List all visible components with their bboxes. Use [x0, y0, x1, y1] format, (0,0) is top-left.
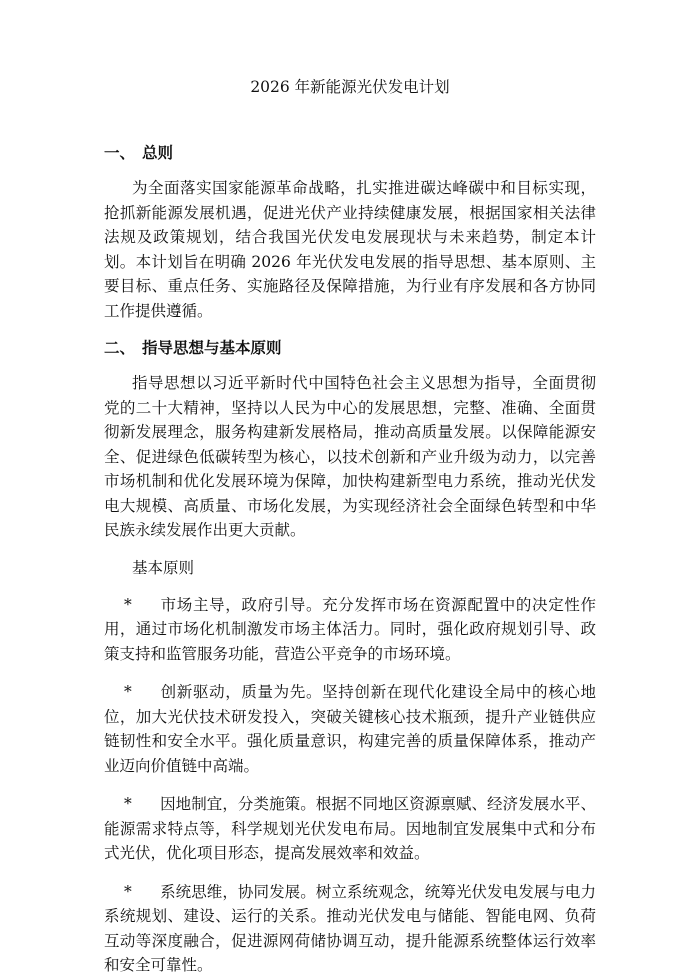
bullet-mark: * [124, 795, 132, 813]
bullet-text: 因地制宜，分类施策。根据不同地区资源禀赋、经济发展水平、能源需求特点等，科学规划光伏发电布局。因地制宜发展集中式和分布式光伏，优化项目形态，提高发展效率和效益。 [104, 795, 596, 862]
section-number: 一、 [104, 144, 136, 162]
section-general [104, 142, 596, 323]
bullet-mark: * [124, 595, 132, 614]
bullet-mark: * [124, 882, 132, 901]
paragraph: 指导思想以习近平新时代中国特色社会主义思想为指导，全面贯彻党的二十大精神，坚持以人民为中心的发展思想，完整、准确、全面贯彻新发展理念，服务构建新发展格局，推动高质量发展。以保障能源安全、促进绿色低碳转型为核心，以技术创新和产业升级为动力，以完善市场机制和优化发展环境为保障，加快构建新型电力系统，推动光伏发电大规模、高质量、市场化发展，为实现经济社会全面绿色转型和中华民族永续发展作出更大贡献。 [104, 374, 596, 539]
bullet-item [104, 593, 596, 667]
section-guiding-principles [104, 337, 596, 978]
section-heading-text: 总则 [142, 144, 174, 162]
section-number: 二、 [104, 339, 136, 357]
section-heading [104, 142, 596, 164]
bullet-text: 创新驱动，质量为先。坚持创新在现代化建设全局中的核心地位，加大光伏技术研发投入，突破关键核心技术瓶颈，提升产业链供应链韧性和安全水平。强化质量意识，构建完善的质量保障体系，推动产业迈向价值链中高端。 [104, 683, 596, 775]
section-heading [104, 337, 596, 359]
subheading-basic-principles: 基本原则 [132, 558, 195, 577]
bullet-item [104, 880, 596, 978]
paragraph: 为全面落实国家能源革命战略，扎实推进碳达峰碳中和目标实现，抢抓新能源发展机遇，促进光伏产业持续健康发展，根据国家相关法律法规及政策规划，结合我国光伏发电发展现状与未来趋势，制定本计划。本计划旨在明确 2026 年光伏发电发展的指导思想、基本原则、主要目标、重点任务、实施路径及保障措施，为行业有序发展和各方协同工作提供遵循。 [104, 179, 596, 320]
bullet-text: 市场主导，政府引导。充分发挥市场在资源配置中的决定性作用，通过市场化机制激发市场主体活力。同时，强化政府规划引导、政策支持和监管服务功能，营造公平竞争的市场环境。 [104, 595, 596, 663]
bullet-text: 系统思维，协同发展。树立系统观念，统筹光伏发电发展与电力系统规划、建设、运行的关系。推动光伏发电与储能、智能电网、负荷互动等深度融合，促进源网荷储协调互动，提升能源系统整体运行效率和安全可靠性。 [104, 882, 596, 974]
bullet-mark: * [124, 683, 132, 701]
bullet-item [104, 792, 596, 866]
bullet-item [104, 680, 596, 778]
document-title: 2026 年新能源光伏发电计划 [250, 78, 450, 96]
section-heading-text: 指导思想与基本原则 [142, 339, 282, 357]
